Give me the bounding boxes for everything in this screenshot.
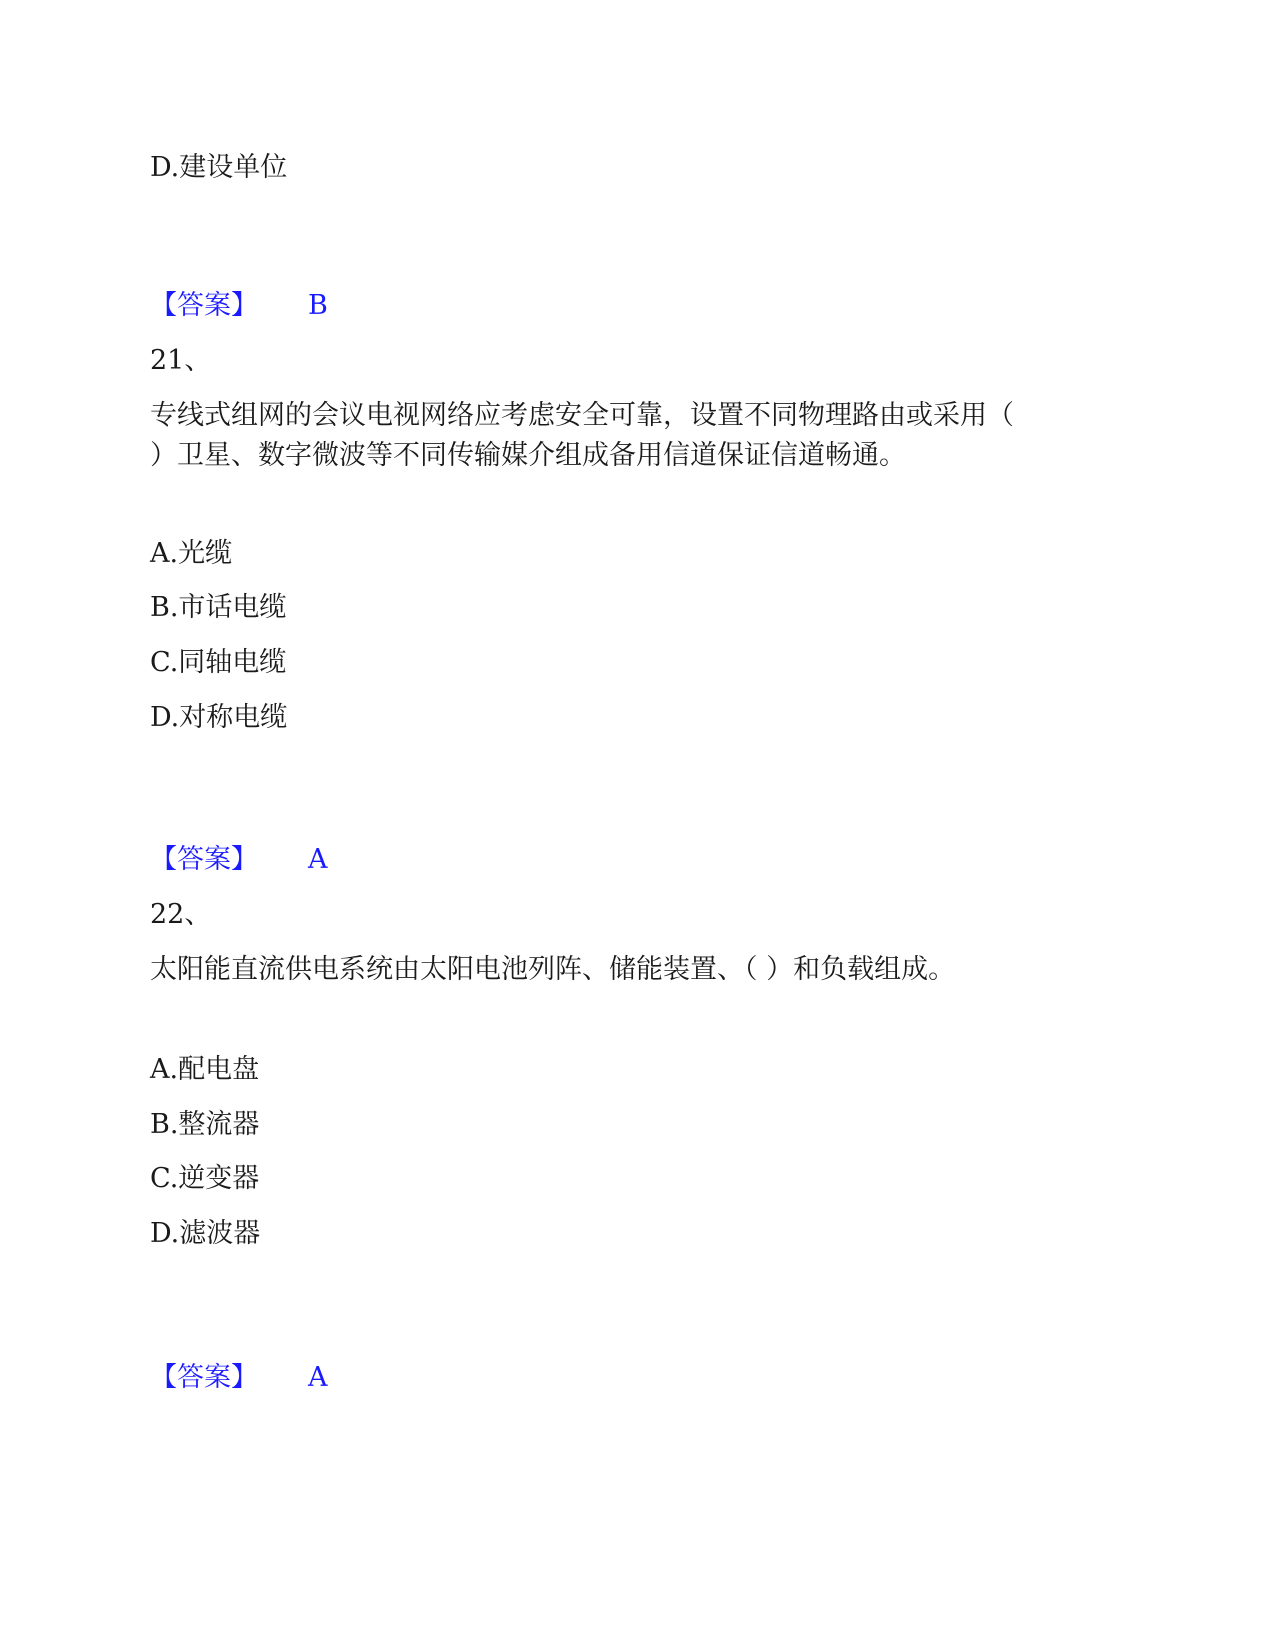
answer-value: B (308, 290, 328, 321)
answer-label: 【答案】 (150, 844, 258, 875)
question-number: 21、 (150, 345, 212, 376)
option-a: A.配电盘 (150, 1054, 260, 1085)
answer-line (150, 288, 328, 324)
question-stem-line-2: ）卫星、数字微波等不同传输媒介组成备用信道保证信道畅通。 (150, 440, 906, 471)
answer-value: A (308, 1362, 328, 1393)
option-c: C.逆变器 (150, 1163, 260, 1194)
answer-label: 【答案】 (150, 290, 258, 321)
option-b: B.整流器 (150, 1109, 260, 1140)
option-b: B.市话电缆 (150, 592, 287, 623)
answer-line (150, 842, 328, 878)
option-d: D.滤波器 (150, 1218, 261, 1249)
question-number: 22、 (150, 899, 212, 930)
answer-line (150, 1360, 328, 1396)
option-d: D.建设单位 (150, 152, 288, 183)
option-d: D.对称电缆 (150, 702, 288, 733)
question-stem-line-1: 太阳能直流供电系统由太阳电池列阵、储能装置、（ ）和负载组成。 (150, 954, 956, 985)
answer-value: A (308, 844, 328, 875)
question-stem-line-1: 专线式组网的会议电视网络应考虑安全可靠，设置不同物理路由或采用（ (150, 400, 1014, 431)
option-a: A.光缆 (150, 538, 233, 569)
option-c: C.同轴电缆 (150, 647, 287, 678)
answer-label: 【答案】 (150, 1362, 258, 1393)
